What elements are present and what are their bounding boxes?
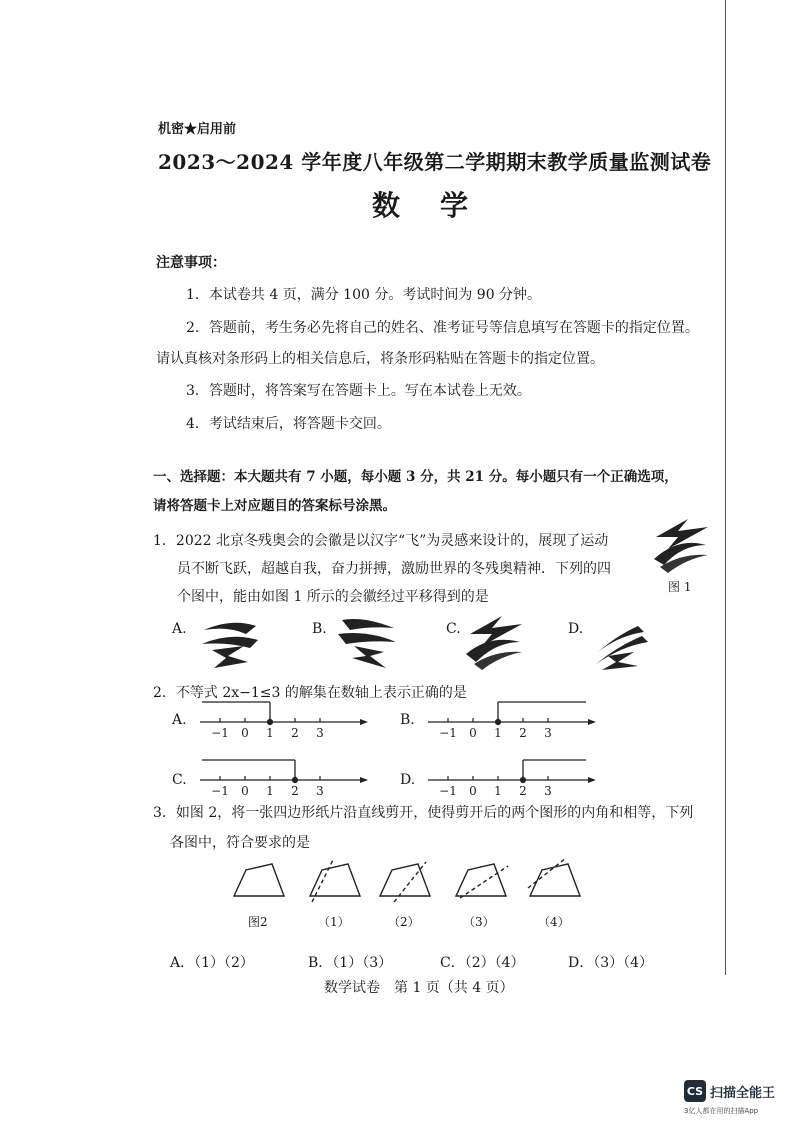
notice-item-2: 2．答题前，考生务必先将自己的姓名、准考证号等信息填写在答题卡的指定位置。 (186, 320, 699, 336)
q1-option-b[interactable]: B. (312, 621, 327, 637)
axis-arrow-icon (360, 777, 368, 783)
q3-option-c[interactable]: C．（2）（4） (440, 955, 525, 971)
q3-option-b[interactable]: B．（1）（3） (308, 955, 393, 971)
scanner-app-name: 扫描全能王 (710, 1085, 776, 1101)
fig1-label: 图 1 (668, 580, 692, 594)
tick-label: 1 (494, 784, 502, 798)
q3-option-a[interactable]: A．（1）（2） (170, 955, 254, 971)
tick-label: 2 (291, 784, 299, 798)
q3-option-d[interactable]: D．（3）（4） (568, 955, 654, 971)
tick-label: 1 (266, 726, 274, 740)
notice-item-1: 1．本试卷共 4 页，满分 100 分。考试时间为 90 分钟。 (186, 287, 542, 303)
solution-endpoint (292, 777, 297, 782)
emblem-option-d (588, 612, 654, 670)
number-line-c (200, 754, 370, 802)
notice-item-2-cont: 请认真核对条形码上的相关信息后，将条形码粘贴在答题卡的指定位置。 (156, 351, 604, 367)
fig2-label: 图2 (248, 915, 268, 929)
fig-label-1: （1） (318, 915, 350, 929)
number-line-d (428, 754, 598, 802)
axis-arrow-icon (588, 777, 596, 783)
axis-arrow-icon (588, 719, 596, 725)
q2-option-b[interactable]: B. (400, 712, 415, 728)
notice-item-3: 3．答题时，将答案写在答题卡上。写在本试卷上无效。 (186, 383, 531, 399)
tick-label: 3 (316, 726, 324, 740)
tick-label: 0 (469, 726, 477, 740)
notice-heading: 注意事项： (156, 255, 226, 271)
tick-label: 2 (519, 726, 527, 740)
tick-label: 2 (291, 726, 299, 740)
tick-label: 0 (469, 784, 477, 798)
number-line-a (200, 696, 370, 744)
q1-option-d[interactable]: D. (568, 621, 584, 637)
confidential-label: 机密★启用前 (158, 122, 237, 137)
emblem-option-a (198, 612, 264, 670)
tick-label: 0 (241, 726, 249, 740)
tick-label: −1 (211, 726, 229, 740)
fig-label-4: （4） (538, 915, 570, 929)
section1-line2: 请将答题卡上对应题目的答案标号涂黑。 (153, 498, 396, 514)
tick-label: 3 (544, 784, 552, 798)
q1-line3: 个图中，能由如图 1 所示的会徽经过平移得到的是 (177, 589, 489, 605)
number-line-b (428, 696, 598, 744)
emblem-figure-1 (648, 515, 714, 575)
solution-endpoint (520, 777, 525, 782)
q2-option-d[interactable]: D. (400, 772, 416, 788)
quadrilateral-figures (226, 858, 606, 904)
q3-line2: 各图中，符合要求的是 (170, 835, 310, 851)
tick-label: 3 (544, 726, 552, 740)
tick-label: −1 (439, 784, 457, 798)
q2-option-c[interactable]: C. (172, 772, 187, 788)
tick-label: 3 (316, 784, 324, 798)
tick-label: 0 (241, 784, 249, 798)
q1-option-c[interactable]: C. (446, 621, 461, 637)
subject-title: 数学 (372, 189, 509, 222)
exam-title: 2023～2024 学年度八年级第二学期期末教学质量监测试卷 (158, 150, 712, 174)
q2-option-a[interactable]: A. (172, 712, 187, 728)
emblem-option-c (460, 612, 526, 670)
fig-label-3: （3） (463, 915, 495, 929)
q2-stem: 2．不等式 2x−1≤3 的解集在数轴上表示正确的是 (153, 685, 467, 701)
q1-option-a[interactable]: A. (172, 621, 187, 637)
tick-label: −1 (439, 726, 457, 740)
tick-label: −1 (211, 784, 229, 798)
axis-arrow-icon (360, 719, 368, 725)
section1-line1: 一、选择题：本大题共有 7 小题，每小题 3 分，共 21 分。每小题只有一个正确选项， (153, 469, 678, 485)
q1-line2: 员不断飞跃，超越自我，奋力拼搏，激励世界的冬残奥精神．下列的四 (177, 561, 611, 577)
page-footer: 数学试卷 第 1 页（共 4 页） (324, 980, 514, 996)
scanner-tagline: 3亿人都在用的扫描App (684, 1107, 759, 1115)
q1-line1: 1．2022 北京冬残奥会的会徽是以汉字“飞”为灵感来设计的，展现了运动 (153, 533, 609, 549)
tick-label: 1 (494, 726, 502, 740)
tick-label: 1 (266, 784, 274, 798)
fig-label-2: （2） (388, 915, 420, 929)
solution-endpoint (267, 719, 272, 724)
page-edge-line (725, 0, 726, 975)
tick-label: 2 (519, 784, 527, 798)
solution-endpoint (495, 719, 500, 724)
emblem-option-b (334, 612, 400, 670)
scanner-logo (684, 1080, 775, 1102)
notice-item-4: 4．考试结束后，将答题卡交回。 (186, 416, 391, 432)
q3-line1: 3．如图 2，将一张四边形纸片沿直线剪开，使得剪开后的两个图形的内角和相等，下列 (153, 805, 694, 821)
cs-badge-icon: CS (684, 1080, 706, 1102)
